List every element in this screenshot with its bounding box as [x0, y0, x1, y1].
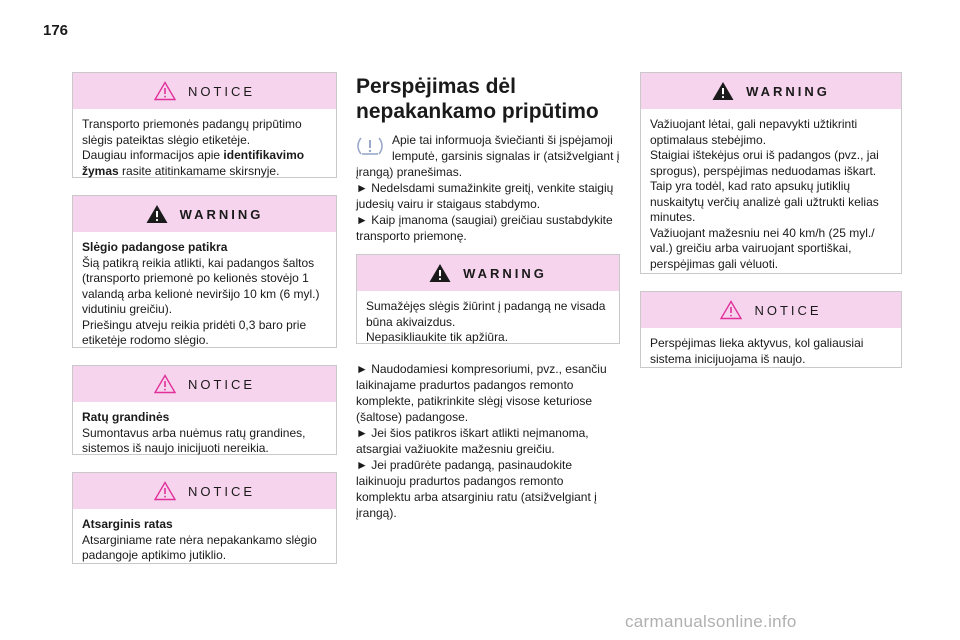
- notice-header-label: NOTICE: [754, 302, 822, 318]
- step-3: ► Naudodamiesi kompresoriumi, pvz., esančiu laikinajame pradurtos padangos remonto komplekte, patikrinkite slėgį visose keturiose (šaltose) padangose.: [356, 362, 607, 424]
- warning-header-label: WARNING: [746, 83, 830, 99]
- warning-triangle-icon: [429, 263, 451, 283]
- notice-box-alert-active: [640, 291, 902, 368]
- warning-body: [641, 109, 901, 282]
- warning-text-1: Sumažėjęs slėgis žiūrint į padangą ne visada būna akivaizdus.: [366, 299, 606, 329]
- notice-header: [641, 292, 901, 328]
- notice-body: [73, 402, 336, 467]
- notice-text: Perspėjimas lieka aktyvus, kol galiausiai sistema inicijuojama iš naujo.: [650, 336, 864, 366]
- notice-triangle-icon: [720, 300, 742, 320]
- step-5: ► Jei pradūrėte padangą, pasinaudokite laikinuoju pradurtos padangos remonto komplektu arba atsarginiu ratu (atsižvelgiant į įrangą).: [356, 458, 597, 520]
- warning-body: [73, 232, 336, 359]
- warning-text-2: Priešingu atveju reikia pridėti 0,3 baro prie etiketėje rodomo slėgio.: [82, 317, 307, 347]
- column-middle: [356, 72, 620, 521]
- section-title: Perspėjimas dėl nepakankamo pripūtimo: [356, 75, 599, 123]
- notice-triangle-icon: [154, 374, 176, 394]
- notice-header: [73, 366, 336, 402]
- warning-text-1: Važiuojant lėtai, gali nepavykti užtikrinti optimalaus stebėjimo.: [650, 117, 858, 147]
- steps-bottom: [356, 361, 620, 521]
- warning-header: [73, 196, 336, 232]
- watermark: carmanualsonline.info: [625, 612, 797, 631]
- warning-text-2: Staigiai ištekėjus orui iš padangos (pvz., jai sprogus), perspėjimas neduodamas iškart. Taip yra todėl, kad rato apsukų jutiklių nuskaitytų verčių analizė gali užtrukti kelias minutes.: [650, 148, 879, 224]
- notice-header: [73, 473, 336, 509]
- page-number: 176: [43, 22, 69, 39]
- notice-text: Transporto priemonės padangų pripūtimo slėgis pateiktas slėgio etiketėje.: [82, 117, 302, 147]
- column-right: [640, 72, 902, 385]
- warning-title: Slėgio padangose patikra: [82, 240, 228, 254]
- warning-header-label: WARNING: [463, 265, 547, 281]
- warning-triangle-icon: [146, 204, 168, 224]
- notice-title: Atsarginis ratas: [82, 517, 173, 531]
- notice-header-label: NOTICE: [187, 483, 256, 499]
- step-4: ► Jei šios patikros iškart atlikti neįmanoma, atsargiai važiuokite mažesniu greičiu.: [356, 426, 589, 456]
- step-2: ► Kaip įmanoma (saugiai) greičiau sustabdykite transporto priemonę.: [356, 213, 613, 243]
- tyre-pressure-warning-lamp-icon: [356, 134, 384, 158]
- intro-text: Apie tai informuoja šviečianti ši įspėjamoji lemputė, garsinis signalas ir (atsižvelgiant į įrangą) pranešimas.: [356, 133, 620, 179]
- notice-header: [73, 73, 336, 109]
- notice-triangle-icon: [154, 81, 176, 101]
- notice-box-snow-chains: [72, 365, 337, 455]
- notice-triangle-icon: [154, 481, 176, 501]
- notice-body: [73, 509, 336, 574]
- warning-box-visual-check: [356, 254, 620, 344]
- warning-box-pressure-check: [72, 195, 337, 348]
- warning-text-1: Šią patikrą reikia atlikti, kai padangos šaltos (transporto priemonė po kelionės stovėjo 1 valandą arba kelionė neviršijo 10 km (6 myl.) vidutiniu greičiu).: [82, 255, 320, 316]
- notice-body: [641, 328, 901, 377]
- warning-text-3: Važiuojant mažesniu nei 40 km/h (25 myl./ val.) greičiu arba vairuojant sportiškai, perspėjimas gali vėluoti.: [650, 225, 875, 271]
- warning-header-label: WARNING: [179, 206, 264, 222]
- notice-box-pressure-label: [72, 72, 337, 178]
- intro-paragraph: [356, 132, 620, 180]
- warning-triangle-icon: [712, 81, 734, 101]
- notice-text-ident: Daugiau informacijos apie identifikavimo žymas rasite atitinkamame skirsnyje.: [82, 148, 305, 178]
- warning-header: [357, 255, 619, 291]
- notice-header-label: NOTICE: [187, 83, 256, 99]
- column-left: [72, 72, 337, 581]
- warning-body: [357, 291, 619, 356]
- notice-text: Atsarginiame rate nėra nepakankamo slėgio padangoje aptikimo jutiklio.: [82, 532, 317, 562]
- notice-box-spare-wheel: [72, 472, 337, 564]
- step-1: ► Nedelsdami sumažinkite greitį, venkite staigių judesių vairu ir staigaus stabdymo.: [356, 181, 614, 211]
- notice-text: Sumontavus arba nuėmus ratų grandines, sistemos iš naujo inicijuoti nereikia.: [82, 425, 306, 455]
- notice-header-label: NOTICE: [187, 376, 256, 392]
- warning-text-2: Nepasikliaukite tik apžiūra.: [366, 330, 509, 344]
- warning-header: [641, 73, 901, 109]
- steps-top: [356, 180, 620, 244]
- notice-body: [73, 109, 336, 189]
- notice-title: Ratų grandinės: [82, 410, 170, 424]
- warning-box-slow-driving: [640, 72, 902, 274]
